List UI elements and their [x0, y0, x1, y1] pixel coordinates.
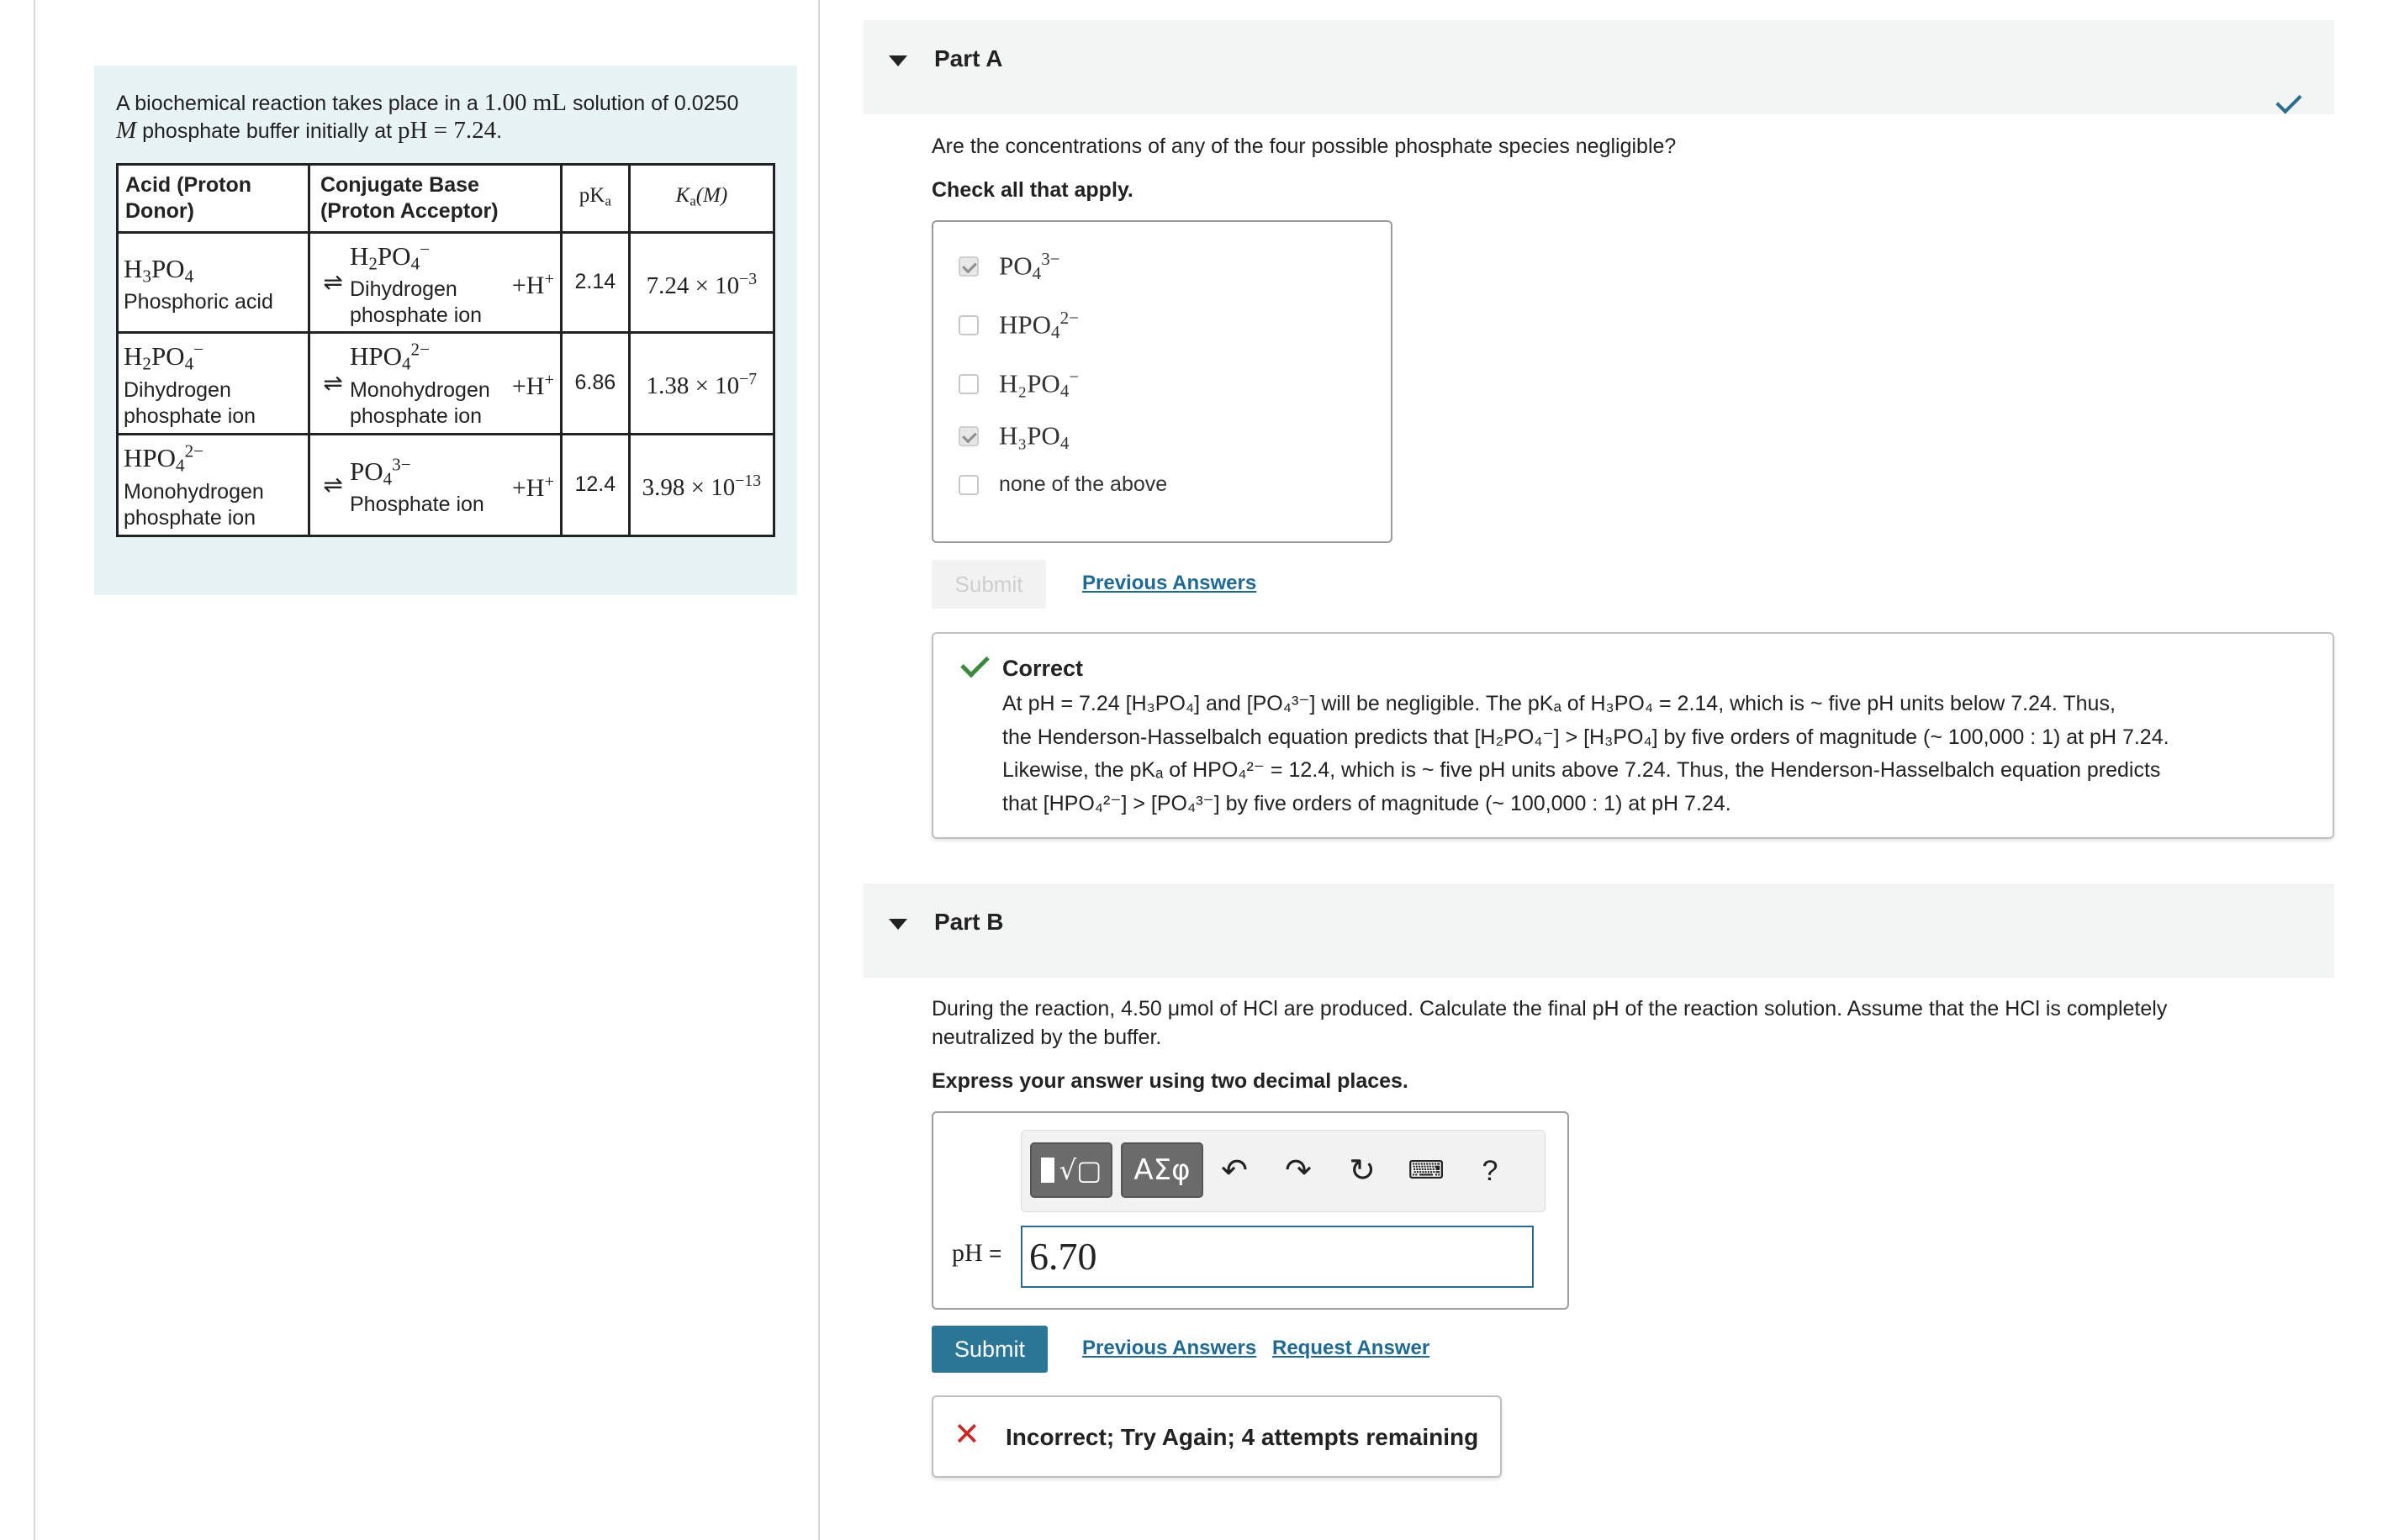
equilibrium-cell	[309, 233, 561, 333]
help-icon[interactable]: ?	[1482, 1155, 1498, 1187]
part-b-header[interactable]	[864, 883, 2334, 978]
base-name: Monohydrogen phosphate ion	[349, 377, 490, 428]
proton: +H+	[511, 269, 554, 300]
request-answer-link[interactable]: Request Answer	[1272, 1337, 1430, 1359]
header-acid: Acid (Proton Donor)	[118, 165, 309, 233]
reset-icon[interactable]: ↻	[1349, 1153, 1376, 1189]
species-formula: $PO_4^{3-}$	[349, 454, 411, 489]
option-checkbox[interactable]	[959, 475, 979, 495]
option-label: $PO_4^{3-}$	[999, 249, 1060, 283]
table-row	[118, 233, 774, 333]
templates-button[interactable]	[1030, 1142, 1112, 1198]
species-option[interactable]	[959, 308, 1079, 343]
option-checkbox[interactable]	[959, 256, 979, 277]
collapse-triangle-icon[interactable]	[889, 919, 907, 930]
ph-answer-input[interactable]: 6.70	[1021, 1226, 1534, 1288]
header-pka: $pK_a$	[561, 165, 629, 233]
species-formula: $H_2PO_4^-$	[124, 339, 204, 374]
base-name: Dihydrogen phosphate ion	[349, 277, 483, 327]
table-row	[118, 434, 774, 535]
part-a-submit-button[interactable]: Submit	[932, 560, 1046, 609]
answer-entry-box	[932, 1111, 1569, 1310]
undo-icon[interactable]: ↶	[1221, 1153, 1248, 1189]
column-divider	[818, 0, 820, 1540]
acid-name: Dihydrogen phosphate ion	[124, 377, 256, 428]
acid-name: Monohydrogen phosphate ion	[124, 479, 264, 530]
part-b-submit-button[interactable]: Submit	[932, 1326, 1048, 1373]
species-option[interactable]	[959, 367, 1079, 402]
pka-value: 2.14	[561, 233, 629, 333]
species-option[interactable]	[959, 472, 1167, 497]
part-a-instruction: Check all that apply.	[932, 178, 1133, 202]
equilibrium-arrow-icon: ⇌	[323, 269, 343, 296]
part-b-question: During the reaction, 4.50 μmol of HCl are produced. Calculate the final pH of the reaction solution. Assume that the HCl is completely	[932, 997, 2168, 1021]
ka-value: $3.98 \times 10^{-13}$	[629, 434, 774, 535]
collapse-triangle-icon[interactable]	[889, 55, 907, 66]
table-row	[118, 332, 774, 434]
acid-cell	[118, 233, 309, 333]
feedback-line: the Henderson-Hasselbalch equation predicts that [H₂PO₄⁻] > [H₃PO₄] by five orders of magnitude (~ 100,000 : 1) at pH 7.24.	[1002, 725, 2169, 749]
species-checkbox-group	[932, 220, 1392, 543]
feedback-line: that [HPO₄²⁻] > [PO₄³⁻] by five orders of magnitude (~ 100,000 : 1) at pH 7.24.	[1002, 791, 1731, 815]
incorrect-x-icon: ✕	[954, 1417, 980, 1453]
species-option[interactable]	[959, 419, 1069, 454]
option-label: $H_2PO_4^-$	[999, 367, 1080, 401]
sqrt-box-icon: √▢	[1059, 1154, 1102, 1186]
header-base: Conjugate Base (Proton Acceptor)	[309, 165, 561, 233]
species-option[interactable]	[959, 249, 1060, 284]
header-ka: $K_a(M)$	[629, 165, 774, 233]
part-a-title: Part A	[934, 45, 1003, 71]
equilibrium-cell	[309, 434, 561, 535]
template-icon	[1041, 1158, 1054, 1183]
math-toolbar	[1021, 1130, 1546, 1212]
part-a-previous-answers-link[interactable]: Previous Answers	[1082, 572, 1257, 594]
option-label: none of the above	[999, 472, 1168, 496]
completed-check-icon	[2275, 87, 2301, 113]
equilibrium-cell	[309, 332, 561, 434]
redo-icon[interactable]: ↷	[1285, 1153, 1312, 1189]
incorrect-message: Incorrect; Try Again; 4 attempts remaining	[1006, 1424, 1479, 1450]
part-a-feedback-correct	[932, 632, 2334, 839]
keyboard-icon[interactable]: ⌨	[1408, 1157, 1445, 1184]
part-b-previous-answers-link[interactable]: Previous Answers	[1082, 1337, 1257, 1359]
problem-statement: A biochemical reaction takes place in a 1.00 mL solution of 0.0250 M phosphate buffer initially at pH = 7.24.	[116, 89, 739, 144]
ka-value: $1.38 \times 10^{-7}$	[629, 332, 774, 434]
acid-name: Phosphoric acid	[124, 290, 273, 314]
acid-cell	[118, 434, 309, 535]
part-a-header[interactable]	[864, 20, 2334, 114]
left-border-line	[34, 0, 35, 1540]
pka-value: 6.86	[561, 332, 629, 434]
proton: +H+	[511, 472, 554, 502]
option-label: $HPO_4^{2-}$	[999, 308, 1079, 342]
option-label: $H_3PO_4$	[999, 420, 1070, 453]
greek-symbols-button[interactable]: ΑΣφ	[1121, 1142, 1203, 1198]
feedback-line: Likewise, the pKₐ of HPO₄²⁻ = 12.4, which is ~ five pH units above 7.24. Thus, the Henderson-Hasselbalch equation predicts	[1002, 758, 2161, 782]
base-name: Phosphate ion	[349, 493, 484, 517]
equilibrium-arrow-icon: ⇌	[323, 370, 343, 397]
phosphate-species-table	[116, 163, 775, 537]
part-b-question-cont: neutralized by the buffer.	[932, 1026, 1162, 1049]
species-formula: $H_2PO_4^-$	[349, 239, 430, 273]
table-header-row	[118, 165, 774, 233]
feedback-explanation	[1002, 688, 2314, 820]
part-a-question: Are the concentrations of any of the four possible phosphate species negligible?	[932, 134, 1677, 158]
part-b-feedback-incorrect	[932, 1395, 1502, 1478]
equilibrium-arrow-icon: ⇌	[323, 472, 343, 498]
option-checkbox[interactable]	[959, 426, 979, 446]
pka-value: 12.4	[561, 434, 629, 535]
part-b-instruction: Express your answer using two decimal places.	[932, 1069, 1408, 1093]
option-checkbox[interactable]	[959, 315, 979, 335]
species-formula: $HPO_4^{2-}$	[124, 440, 203, 476]
species-formula: $H_3PO_4$	[124, 254, 194, 287]
correct-check-icon	[960, 649, 990, 678]
problem-info-panel	[94, 66, 797, 595]
part-b-title: Part B	[934, 909, 1004, 935]
answer-label: pH =	[952, 1239, 1002, 1267]
feedback-title: Correct	[1002, 656, 1084, 681]
acid-cell	[118, 332, 309, 434]
feedback-line: At pH = 7.24 [H₃PO₄] and [PO₄³⁻] will be negligible. The pKₐ of H₃PO₄ = 2.14, which is ~ five pH units below 7.24. Thus,	[1002, 692, 2116, 715]
species-formula: $HPO_4^{2-}$	[349, 339, 430, 374]
option-checkbox[interactable]	[959, 374, 979, 394]
proton: +H+	[511, 370, 554, 400]
ka-value: $7.24 \times 10^{-3}$	[629, 233, 774, 333]
